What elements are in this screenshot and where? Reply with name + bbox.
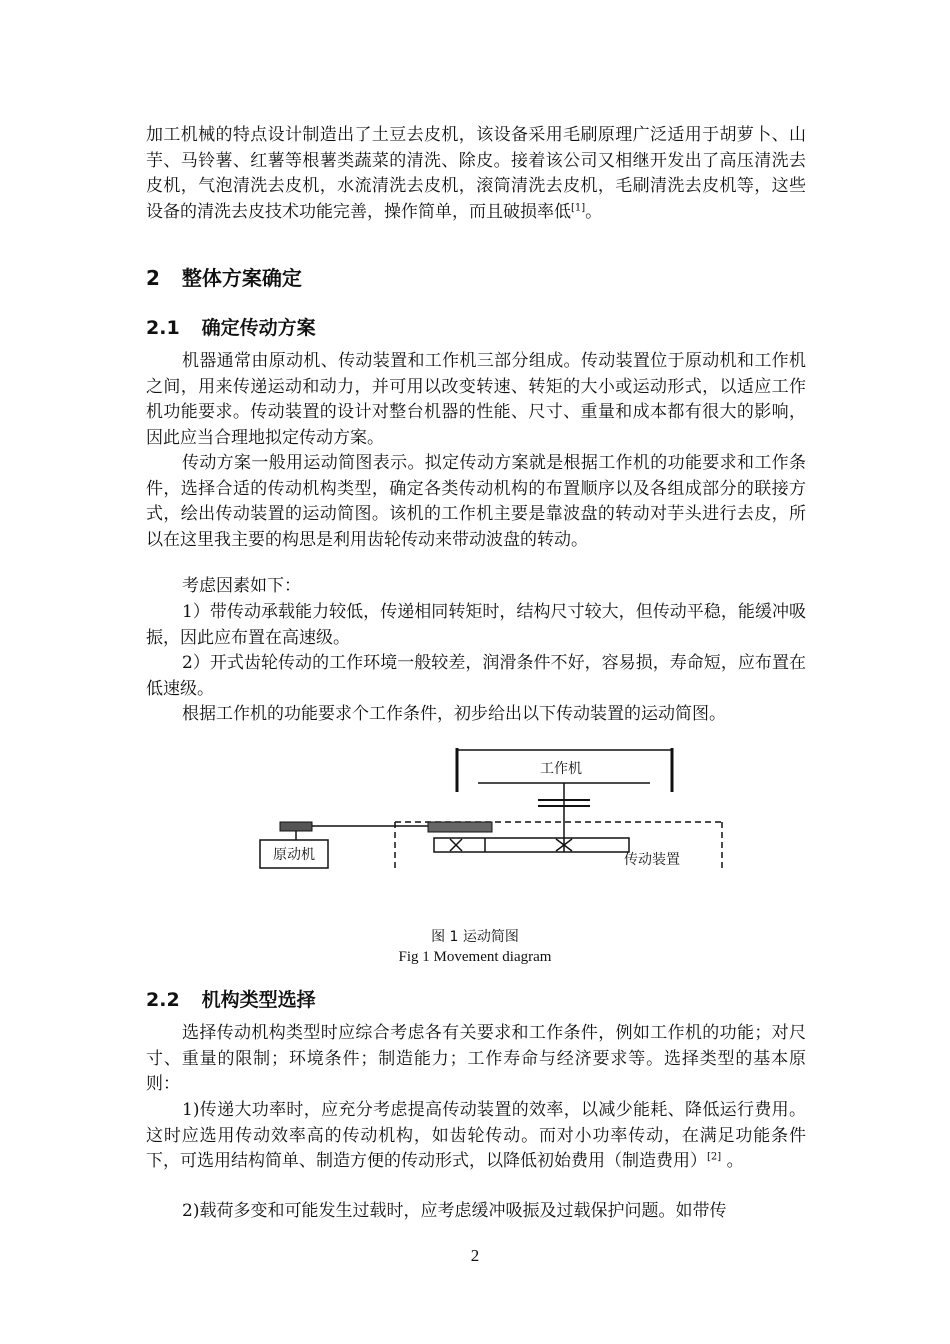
work-machine-label: 工作机 <box>540 761 582 777</box>
section-title: 确定传动方案 <box>201 317 316 339</box>
section-number: 2 <box>146 266 160 290</box>
paragraph-2-1-a: 机器通常由原动机、传动装置和工作机三部分组成。传动装置位于原动机和工作机之间，用来传递运动和动力，并可用以改变转速、转矩的大小或运动形式，以适应工作机功能要求。传动装置的设计对整台机器的性能、尺寸、重量和成本都有很大的影响，因此应当合理地拟定传动方案。 <box>146 351 806 448</box>
intro-text: 加工机械的特点设计制造出了土豆去皮机，该设备采用毛刷原理广泛适用于胡萝卜、山芋、马铃薯、红薯等根薯类蔬菜的清洗、除皮。接着该公司又相继开发出了高压清洗去皮机，气泡清洗去皮机，水流清洗去皮机，滚筒清洗去皮机，毛刷清洗去皮机等，这些设备的清洗去皮技术功能完善，操作简单，而且破损率低 <box>146 125 806 222</box>
transmission-shaft <box>434 838 629 852</box>
driven-pulley <box>428 822 492 832</box>
paragraph-2-1-b: 传动方案一般用运动简图表示。拟定传动方案就是根据工作机的功能要求和工作条件，选择合适的传动机构类型，确定各类传动机构的布置顺序以及各组成部分的联接方式，绘出传动装置的运动简图。该机的工作机主要是靠波盘的转动对芋头进行去皮，所以在这里我主要的构思是利用齿轮传动来带动波盘的转动。 <box>146 453 806 550</box>
figure-caption-en: Fig 1 Movement diagram <box>398 949 552 965</box>
citation-ref: [1] <box>571 201 586 213</box>
section-2-2-heading <box>146 985 316 1012</box>
movement-diagram <box>250 740 740 880</box>
paragraph-2-2-a: 选择传动机构类型时应综合考虑各有关要求和工作条件，例如工作机的功能；对尺寸、重量的限制；环境条件；制造能力；工作寿命与经济要求等。选择类型的基本原则： <box>146 1023 806 1094</box>
section-2-1-heading <box>146 313 316 340</box>
paragraph-2-2-b <box>146 1098 806 1175</box>
section-title: 整体方案确定 <box>181 266 302 290</box>
coupling <box>538 783 590 852</box>
paragraph-2-2-c: 2)载荷多变和可能发生过载时，应考虑缓冲吸振及过载保护问题。如带传 <box>182 1201 727 1221</box>
section-title: 机构类型选择 <box>201 989 316 1011</box>
paragraph-2-1-e: 2）开式齿轮传动的工作环境一般较差，润滑条件不好，容易损，寿命短，应布置在低速级。 <box>146 653 806 699</box>
paragraph-2-1-c: 考虑因素如下： <box>182 576 301 596</box>
paragraph-text: 1)传递大功率时，应充分考虑提高传动装置的效率，以减少能耗、降低运行费用。这时应选用传动效率高的传动机构，如齿轮传动。而对小功率传动，在满足功能条件下，可选用结构简单、制造方便的传动形式，以降低初始费用（制造费用） <box>146 1100 806 1171</box>
paragraph-end: 。 <box>721 1151 744 1171</box>
motor-label: 原动机 <box>273 847 315 863</box>
section-number: 2.1 <box>146 317 180 339</box>
figure-caption-cn: 图 1 运动简图 <box>431 929 519 945</box>
citation-ref: [2] <box>707 1151 722 1163</box>
section-number: 2.2 <box>146 989 180 1011</box>
intro-end: 。 <box>585 201 603 222</box>
paragraph-2-1-d: 1）带传动承载能力较低，传递相同转矩时，结构尺寸较大，但传动平稳，能缓冲吸振，因此应布置在高速级。 <box>146 602 806 648</box>
transmission-label: 传动装置 <box>624 852 680 868</box>
section-2-heading <box>146 262 302 291</box>
paragraph-2-1-f: 根据工作机的功能要求个工作条件，初步给出以下传动装置的运动简图。 <box>182 704 726 724</box>
page-number: 2 <box>470 1246 480 1265</box>
intro-paragraph <box>146 123 806 225</box>
